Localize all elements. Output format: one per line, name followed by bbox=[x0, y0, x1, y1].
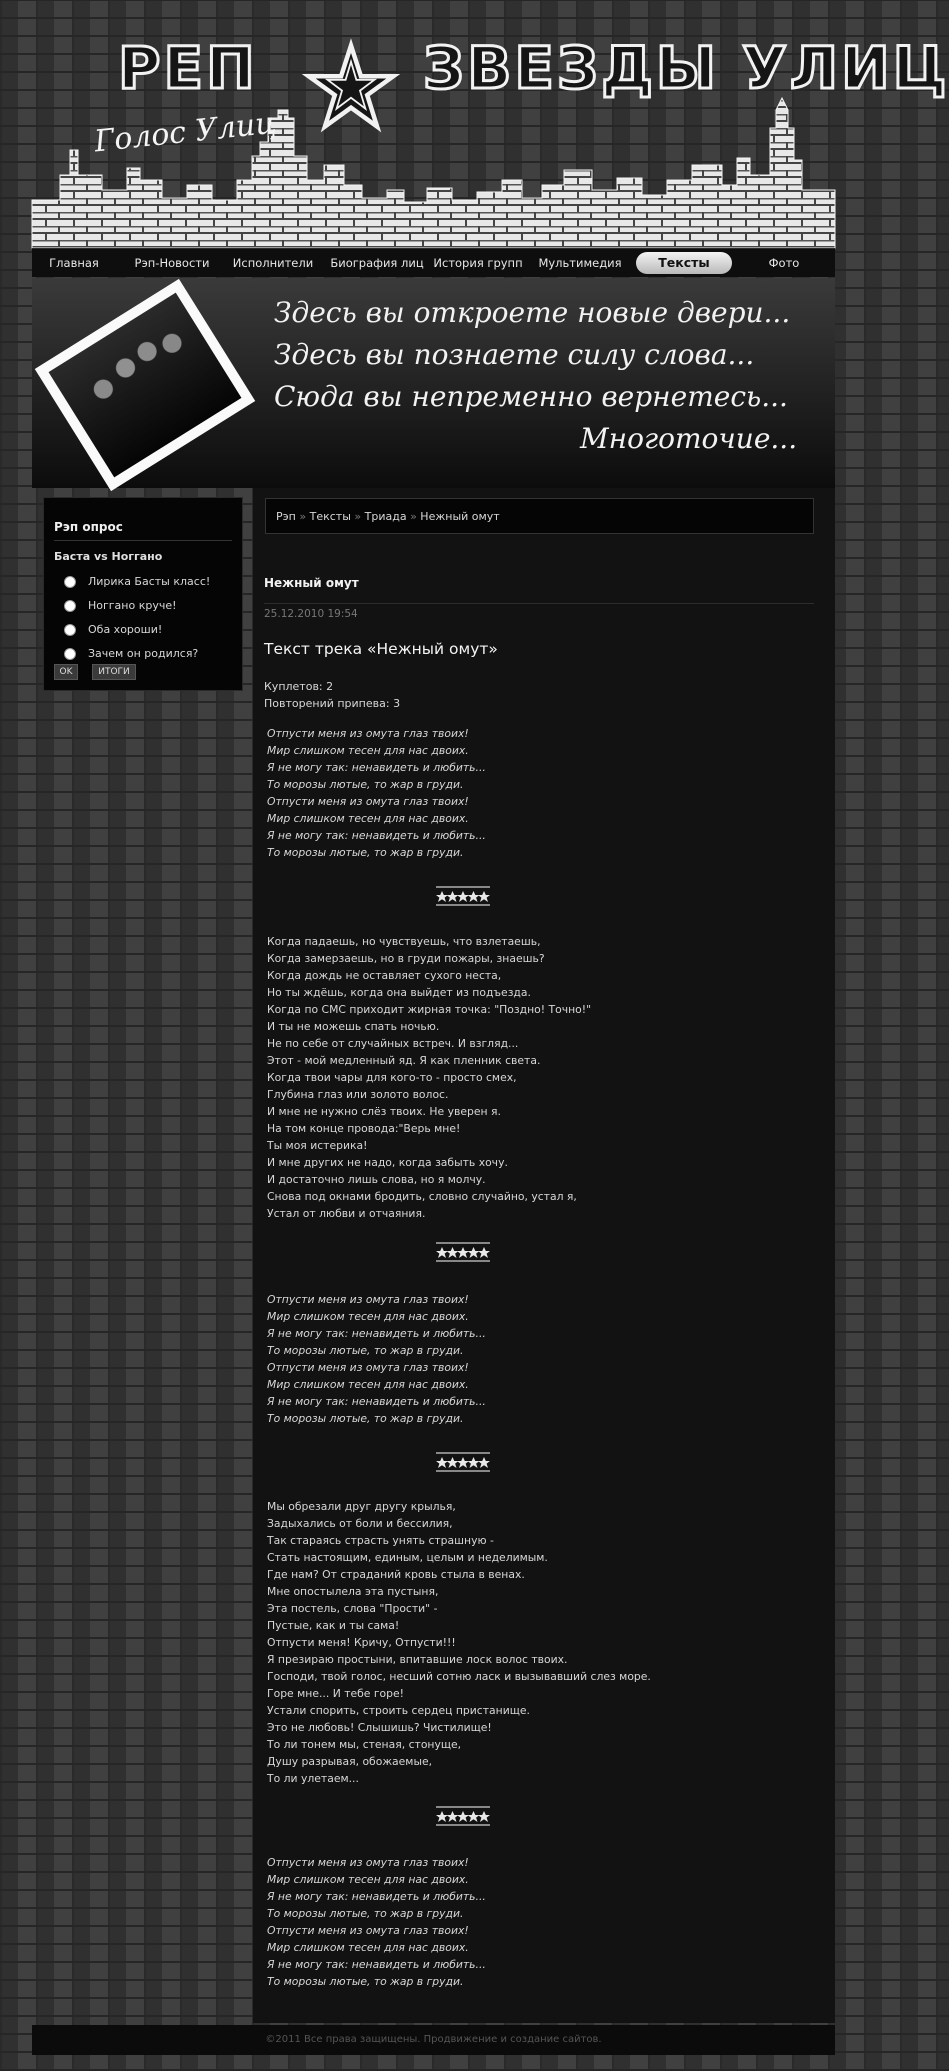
stars-divider-icon bbox=[434, 1804, 492, 1828]
breadcrumb-separator: » bbox=[354, 510, 362, 523]
logo-word-stars: ЗВЕЗДЫ УЛИЦ bbox=[423, 34, 949, 102]
banner-slogan-1: Здесь вы откроете новые двери... bbox=[274, 296, 791, 329]
chorus-block: Отпусти меня из омута глаз твоих! Мир слишком тесен для нас двоих. Я не могу так: ненавидеть и любить... То морозы лютые, то жар в груди. Отпусти меня из омута глаз твоих! Мир слишком тесен для нас двоих. Я не могу так: ненавидеть и любить... То морозы лютые, то жар в груди. bbox=[267, 1293, 486, 1425]
hero-banner bbox=[32, 278, 835, 488]
breadcrumb-separator: » bbox=[299, 510, 307, 523]
poll-option-label: Ноггано круче! bbox=[88, 599, 177, 612]
logo-word-rep: РЕП bbox=[118, 34, 258, 102]
article-date: 25.12.2010 19:54 bbox=[264, 608, 358, 620]
nav-item-group-history[interactable]: История групп bbox=[433, 256, 523, 270]
poll-option-label: Зачем он родился? bbox=[88, 647, 199, 660]
footer-copyright: ©2011 Все права защищены. Продвижение и создание сайтов. bbox=[265, 2034, 602, 2045]
poll-question: Баста vs Ноггано bbox=[54, 550, 163, 563]
stars-divider-icon bbox=[434, 1450, 492, 1474]
nav-item-artists[interactable]: Исполнители bbox=[232, 256, 314, 270]
breadcrumb-separator: » bbox=[410, 510, 417, 523]
couplet-count: Куплетов: 2 bbox=[264, 680, 334, 693]
nav-item-lyrics[interactable]: Тексты bbox=[636, 252, 732, 274]
nav-item-photo[interactable]: Фото bbox=[768, 256, 800, 270]
star-icon bbox=[306, 42, 396, 132]
poll-ok-button[interactable]: OK bbox=[54, 664, 78, 680]
nav-item-multimedia[interactable]: Мультимедия bbox=[538, 256, 622, 270]
poll-option[interactable] bbox=[64, 575, 210, 588]
verse-1: Когда падаешь, но чувствуешь, что взлетаешь, Когда замерзаешь, но в груди пожары, знаешь? Когда дождь не оставляет сухого неста, Но ты ждёшь, когда она выйдет из подъезда. Когда по СМС приходит жирная точка: "Поздно! Точно!" И ты не можешь спать ночью. Не по себе от случайных встреч. И взгляд... Этот - мой медленный яд. Я как пленник света. Когда твои чары для кого-то - просто смех, Глубина глаз или золото волос. И мне не нужно слёз твоих. Не уверен я. На том конце провода:"Верь мне! Ты моя истерика! И мне других не надо, когда забыть хочу. И достаточно лишь слова, но я молчу. Снова под окнами бродить, словно случайно, устал я, Устал от любви и отчаяния. bbox=[267, 935, 592, 1220]
radio-button[interactable] bbox=[64, 648, 76, 660]
radio-button[interactable] bbox=[64, 624, 76, 636]
verse-2: Мы обрезали друг другу крылья, Задыхались от боли и бессилия, Так стараясь страсть унять страшную - Стать настоящим, единым, целым и неделимым. Где нам? От страданий кровь стыла в венах. Мне опостылела эта пустыня, Эта постель, слова "Прости" - Пустые, как и ты сама! Отпусти меня! Кричу, Отпусти!!! Я презираю простыни, впитавшие лоск волос твоих. Господи, твой голос, несший сотню ласк и вызывавший слез море. Горе мне... И тебе горе! Устали спорить, строить сердец пристанище. Это не любовь! Слышишь? Чистилище! То ли тонем мы, стеная, стонуще, Душу разрывая, обожаемые, То ли улетаем... bbox=[267, 1500, 651, 1785]
article-title: Нежный омут bbox=[264, 576, 359, 590]
banner-slogan-3: Сюда вы непременно вернетесь... bbox=[274, 380, 788, 413]
poll-results-button[interactable]: ИТОГИ bbox=[92, 664, 136, 680]
poll-option[interactable] bbox=[64, 647, 198, 660]
nav-item-rap-news[interactable]: Рэп-Новости bbox=[134, 256, 210, 270]
poll-option-label: Лирика Басты класс! bbox=[88, 575, 211, 588]
poll-option[interactable] bbox=[64, 599, 177, 612]
chorus-block: Отпусти меня из омута глаз твоих! Мир слишком тесен для нас двоих. Я не могу так: ненавидеть и любить... То морозы лютые, то жар в груди. Отпусти меня из омута глаз твоих! Мир слишком тесен для нас двоих. Я не могу так: ненавидеть и любить... То морозы лютые, то жар в груди. bbox=[267, 727, 486, 859]
banner-slogan-2: Здесь вы познаете силу слова... bbox=[274, 338, 755, 371]
track-heading: Текст трека «Нежный омут» bbox=[264, 640, 498, 658]
breadcrumb bbox=[265, 498, 814, 534]
site-subtitle: Голос Улиц bbox=[92, 105, 278, 160]
site-header bbox=[32, 0, 949, 248]
breadcrumb-link-triada[interactable]: Триада bbox=[364, 510, 407, 523]
breadcrumb-link-lyrics[interactable]: Тексты bbox=[309, 510, 351, 523]
nav-item-home[interactable]: Главная bbox=[49, 256, 99, 270]
radio-button[interactable] bbox=[64, 576, 76, 588]
site-logo[interactable] bbox=[118, 34, 949, 110]
stars-divider-icon bbox=[434, 1240, 492, 1264]
poll-title: Рэп опрос bbox=[54, 520, 123, 534]
stars-divider-icon bbox=[434, 884, 492, 908]
radio-button[interactable] bbox=[64, 600, 76, 612]
main-navigation bbox=[32, 248, 835, 277]
banner-slogan-4: Многоточие... bbox=[580, 422, 798, 455]
site-footer bbox=[32, 2025, 835, 2055]
breadcrumb-link-rap[interactable]: Рэп bbox=[276, 510, 296, 523]
group-photo bbox=[35, 279, 255, 491]
poll-divider bbox=[54, 540, 232, 541]
poll-widget bbox=[43, 497, 243, 691]
group-photo-image bbox=[49, 293, 242, 478]
nav-item-biographies[interactable]: Биография лиц bbox=[330, 256, 424, 270]
chorus-repeat-count: Повторений припева: 3 bbox=[264, 697, 401, 710]
poll-option-label: Оба хороши! bbox=[88, 623, 163, 636]
breadcrumb-current: Нежный омут bbox=[420, 510, 500, 523]
main-content bbox=[253, 488, 835, 2023]
poll-option[interactable] bbox=[64, 623, 162, 636]
chorus-block: Отпусти меня из омута глаз твоих! Мир слишком тесен для нас двоих. Я не могу так: ненавидеть и любить... То морозы лютые, то жар в груди. Отпусти меня из омута глаз твоих! Мир слишком тесен для нас двоих. Я не могу так: ненавидеть и любить... То морозы лютые, то жар в груди. bbox=[267, 1856, 486, 1988]
title-divider bbox=[264, 603, 814, 604]
